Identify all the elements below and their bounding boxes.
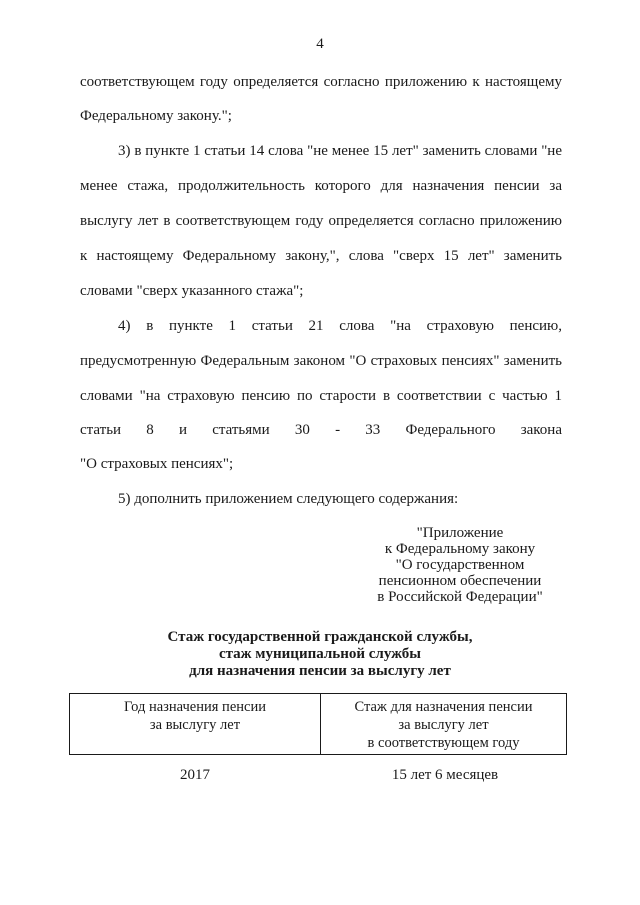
appendix-header-line: "О государственном — [395, 557, 525, 573]
appendix-header-line: к Федеральному закону — [384, 541, 536, 557]
header-line: в соответствующем году — [367, 735, 520, 751]
body-line: 5) дополнить приложением следующего содержания: — [118, 491, 459, 507]
body-line: словами "сверх указанного стажа"; — [80, 283, 304, 299]
table-header-row — [70, 694, 567, 755]
column-header-year — [70, 694, 321, 755]
body-line: к настоящему Федеральному закону,", слова "сверх 15 лет" заменить — [80, 248, 562, 264]
header-line: Стаж для назначения пенсии — [354, 699, 533, 715]
stazh-table — [69, 693, 567, 755]
appendix-title-line: для назначения пенсии за выслугу лет — [189, 663, 451, 679]
body-line: Федеральному закону."; — [80, 108, 232, 124]
body-line: "О страховых пенсиях"; — [80, 456, 234, 472]
appendix-title — [0, 629, 640, 680]
header-line: за выслугу лет — [149, 717, 241, 733]
body-line: соответствующем году определяется согласно приложению к настоящему — [80, 74, 562, 90]
body-line: менее стажа, продолжительность которого для назначения пенсии за — [80, 178, 562, 194]
body-line: 4) в пункте 1 статьи 21 слова "на страховую пенсию, — [118, 318, 562, 334]
appendix-header — [355, 525, 565, 605]
header-line: за выслугу лет — [398, 717, 489, 733]
page-number: 4 — [316, 36, 324, 52]
table-cell-year: 2017 — [180, 767, 210, 783]
body-line: выслугу лет в соответствующем году определяется согласно приложению — [80, 213, 562, 229]
body-line: статьи 8 и статьями 30 - 33 Федерального закона — [80, 422, 562, 438]
column-header-stazh — [321, 694, 567, 755]
appendix-header-line: в Российской Федерации" — [377, 589, 543, 605]
body-line: словами "на страховую пенсию по старости в соответствии с частью 1 — [80, 388, 562, 404]
table-cell-stazh: 15 лет 6 месяцев — [391, 767, 499, 783]
body-line: предусмотренную Федеральным законом "О страховых пенсиях" заменить — [80, 353, 562, 369]
appendix-header-line: пенсионном обеспечении — [378, 573, 542, 589]
appendix-title-line: стаж муниципальной службы — [218, 646, 422, 662]
header-line: Год назначения пенсии — [124, 699, 266, 715]
appendix-header-line: "Приложение — [416, 525, 504, 541]
appendix-title-line: Стаж государственной гражданской службы, — [167, 629, 473, 645]
body-line: 3) в пункте 1 статьи 14 слова "не менее 15 лет" заменить словами "не — [118, 143, 562, 159]
